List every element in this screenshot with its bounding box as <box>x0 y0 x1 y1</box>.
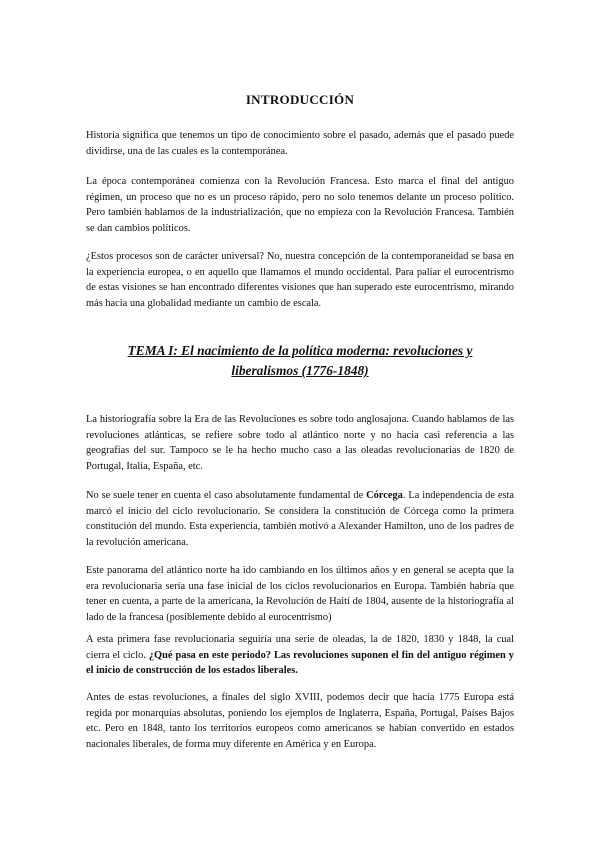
paragraph-text: . La independencia de esta marcó el inicio del ciclo revolucionario. Se considera la constitución de Córcega como la primera constitución del mundo. Esta experiencia, también motivó a Alexander Hamilton, uno de los padres de la revolución americana. <box>86 490 514 548</box>
tema-1-paragraph-1: La historiografía sobre la Era de las Revoluciones es sobre todo anglosajona. Cuando hablamos de las revoluciones atlánticas, se refiere sobre todo al atlántico norte y no hacia casi referencia a las geografías del sur. Tampoco se le ha hecho mucho caso a las oleadas revolucionarias de 1820 de Portugal, Italia, España, etc. <box>86 414 514 472</box>
tema-1-paragraph-3: Este panorama del atlántico norte ha ido cambiando en los últimos años y en general se acepta que la era revolucionaria sería una fase inicial de los ciclos revolucionarios en Europa. También habría que tener en cuenta, a parte de la americana, la Revolución de Haití de 1804, ausente de la historiografía al lado de la francesa (posiblemente debido al eurocentrismo) <box>86 565 514 623</box>
tema-1-paragraph-4 <box>86 632 514 679</box>
paragraph-text: No se suele tener en cuenta el caso absolutamente fundamental de <box>86 490 367 501</box>
intro-paragraph-2: La época contemporánea comienza con la Revolución Francesa. Esto marca el final del antiguo régimen, un proceso que no es un proceso rápido, pero no solo tenemos delante un proceso político. Pero también hablamos de la industrialización, que no empieza con la Revolución Francesa. También se dan cambios políticos. <box>86 176 514 234</box>
paragraph-text: A esta primera fase revolucionaria seguiría una serie de oleadas, la de 1820, 1830 y 1848, la cual cierra el ciclo. <box>86 634 514 661</box>
tema-1-heading: TEMA I: El nacimiento de la política moderna: revoluciones y liberalismos (1776-1848) <box>127 343 473 378</box>
intro-paragraph-3: ¿Estos procesos son de carácter universal? No, nuestra concepción de la contemporaneidad se basa en la experiencia europea, o en aquello que llamamos el mundo occidental. Para paliar el eurocentrismo de estas visiones se han encontrado diferentes visiones que han superado este eurocentrismo, mirando más hacia una globalidad mediante un cambio de escala. <box>86 251 514 309</box>
intro-paragraph-1: Historia significa que tenemos un tipo de conocimiento sobre el pasado, además que el pasado puede dividirse, una de las cuales es la contemporánea. <box>86 130 514 157</box>
tema-1-paragraph-5: Antes de estas revoluciones, a finales del siglo XVIII, podemos decir que hacia 1775 Europa está regida por monarquías absolutas, poniendo los ejemplos de Inglaterra, España, Portugal, Países Bajos etc. Pero en 1848, tanto los territorios europeos como americanos se habían convertido en estados nacionales liberales, de forma muy diferente en América y en Europa. <box>86 692 514 750</box>
tema-1-paragraph-2 <box>86 488 514 550</box>
introduction-title: INTRODUCCIÓN <box>245 92 355 107</box>
bold-question: ¿Qué pasa en este periodo? Las revoluciones suponen el fin del antiguo régimen y el inicio de construcción de los estados liberales. <box>86 649 514 677</box>
bold-term-corcega: Córcega <box>366 490 403 501</box>
